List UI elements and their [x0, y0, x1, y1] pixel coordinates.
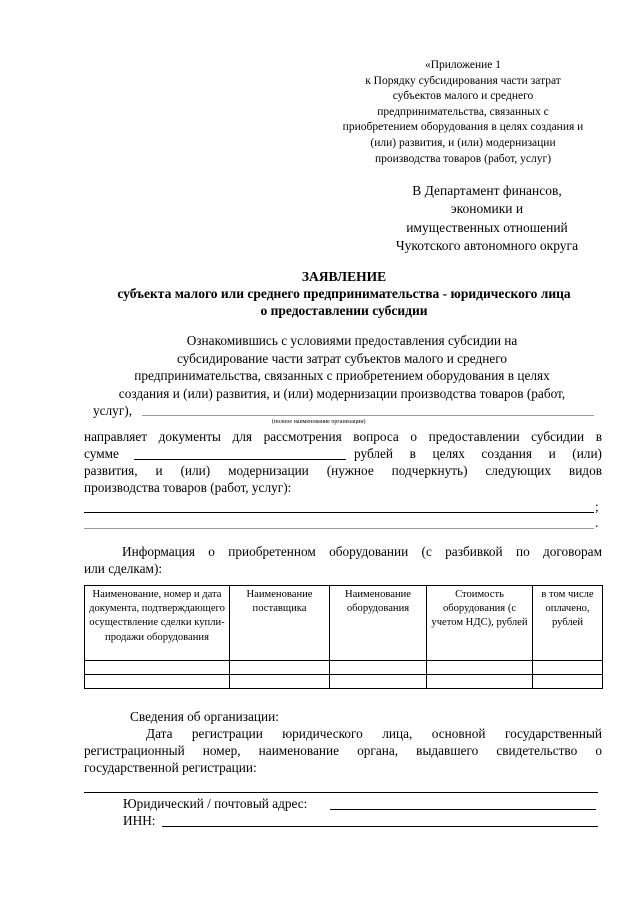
- registration-line: регистрационный номер, наименование органа, выдавшего свидетельство о: [84, 743, 602, 758]
- subsidy-amount-field[interactable]: [134, 459, 346, 460]
- intro-line: создания и (или) развития, и (или) модернизации производства товаров (работ,: [118, 385, 566, 401]
- registration-line: государственной регистрации:: [84, 760, 257, 775]
- table-cell[interactable]: [533, 661, 603, 675]
- addressee-block: [368, 182, 606, 256]
- title-line: о предоставлении субсидии: [260, 303, 428, 318]
- appendix-line: производства товаров (работ, услуг): [374, 152, 552, 165]
- title-line: ЗАЯВЛЕНИЕ: [301, 269, 387, 284]
- appendix-line: предпринимательства, связанных с: [377, 105, 549, 118]
- table-cell[interactable]: [85, 661, 230, 675]
- document-title: [70, 268, 618, 319]
- table-header-row: [85, 586, 603, 661]
- org-info-heading: Сведения об организации:: [130, 709, 279, 724]
- inn-label: ИНН:: [123, 813, 156, 828]
- table-cell[interactable]: [427, 661, 533, 675]
- address-field[interactable]: [330, 809, 596, 810]
- addressee-line: имущественных отношений: [406, 219, 568, 235]
- column-header-cost: Стоимость оборудования (с учетом НДС), рублей: [427, 586, 533, 661]
- appendix-line: приобретением оборудования в целях создания и: [342, 121, 584, 134]
- equipment-info-line: или сделкам):: [84, 561, 163, 576]
- column-header-document: Наименование, номер и дата документа, подтверждающего осуществление сделки купли-продажи оборудования: [85, 586, 230, 661]
- table-cell[interactable]: [330, 675, 427, 689]
- column-header-supplier: Наименование поставщика: [230, 586, 330, 661]
- column-header-paid: в том числе оплачено, рублей: [533, 586, 603, 661]
- appendix-line: к Порядку субсидирования части затрат: [365, 74, 561, 87]
- appendix-line: (или) развития, и (или) модернизации: [370, 136, 556, 149]
- intro-paragraph: [88, 332, 596, 402]
- intro-line: услуг),: [93, 403, 133, 418]
- organization-name-field[interactable]: [142, 415, 594, 416]
- product-types-field-1[interactable]: [84, 512, 594, 513]
- intro-line: Ознакомившись с условиями предоставления субсидии на: [186, 333, 518, 348]
- table-cell[interactable]: [533, 675, 603, 689]
- table-cell[interactable]: [330, 661, 427, 675]
- intro-line: субсидирование части затрат субъектов малого и среднего: [176, 350, 508, 366]
- request-sum-label: сумме: [84, 446, 119, 461]
- appendix-line: субъектов малого и среднего: [392, 90, 534, 103]
- appendix-line: «Приложение 1: [424, 59, 502, 71]
- registration-line: Дата регистрации юридического лица, основной государственный: [146, 726, 602, 741]
- column-header-equipment: Наименование оборудования: [330, 586, 427, 661]
- table-cell[interactable]: [427, 675, 533, 689]
- request-line: развития, и (или) модернизации (нужное подчеркнуть) следующих видов: [84, 463, 602, 478]
- registration-field[interactable]: [84, 792, 598, 793]
- address-label: Юридический / почтовый адрес:: [123, 796, 308, 811]
- request-line: направляет документы для рассмотрения вопроса о предоставлении субсидии в: [84, 429, 602, 444]
- table-cell[interactable]: [230, 661, 330, 675]
- organization-name-caption: (полное наименование организации): [272, 419, 366, 425]
- table-cell[interactable]: [230, 675, 330, 689]
- product-types-field-2[interactable]: [84, 528, 594, 529]
- table-row: [85, 675, 603, 689]
- appendix-note: [318, 58, 608, 167]
- inn-field[interactable]: [162, 826, 598, 827]
- table-row: [85, 661, 603, 675]
- request-line: рублей в целях создания и (или): [354, 446, 602, 461]
- semicolon-mark: ;: [595, 499, 599, 514]
- addressee-line: экономики и: [450, 201, 524, 217]
- title-line: субъекта малого или среднего предпринимательства - юридического лица: [117, 286, 571, 301]
- table-cell[interactable]: [85, 675, 230, 689]
- request-line: производства товаров (работ, услуг):: [84, 480, 292, 495]
- addressee-line: Чукотского автономного округа: [395, 238, 579, 254]
- period-mark: .: [595, 515, 599, 530]
- intro-line: предпринимательства, связанных с приобретением оборудования в целях: [134, 368, 550, 383]
- equipment-info-line: Информация о приобретенном оборудовании (с разбивкой по договорам: [122, 544, 602, 559]
- equipment-table: [84, 585, 603, 689]
- addressee-line: В Департамент финансов,: [412, 183, 562, 198]
